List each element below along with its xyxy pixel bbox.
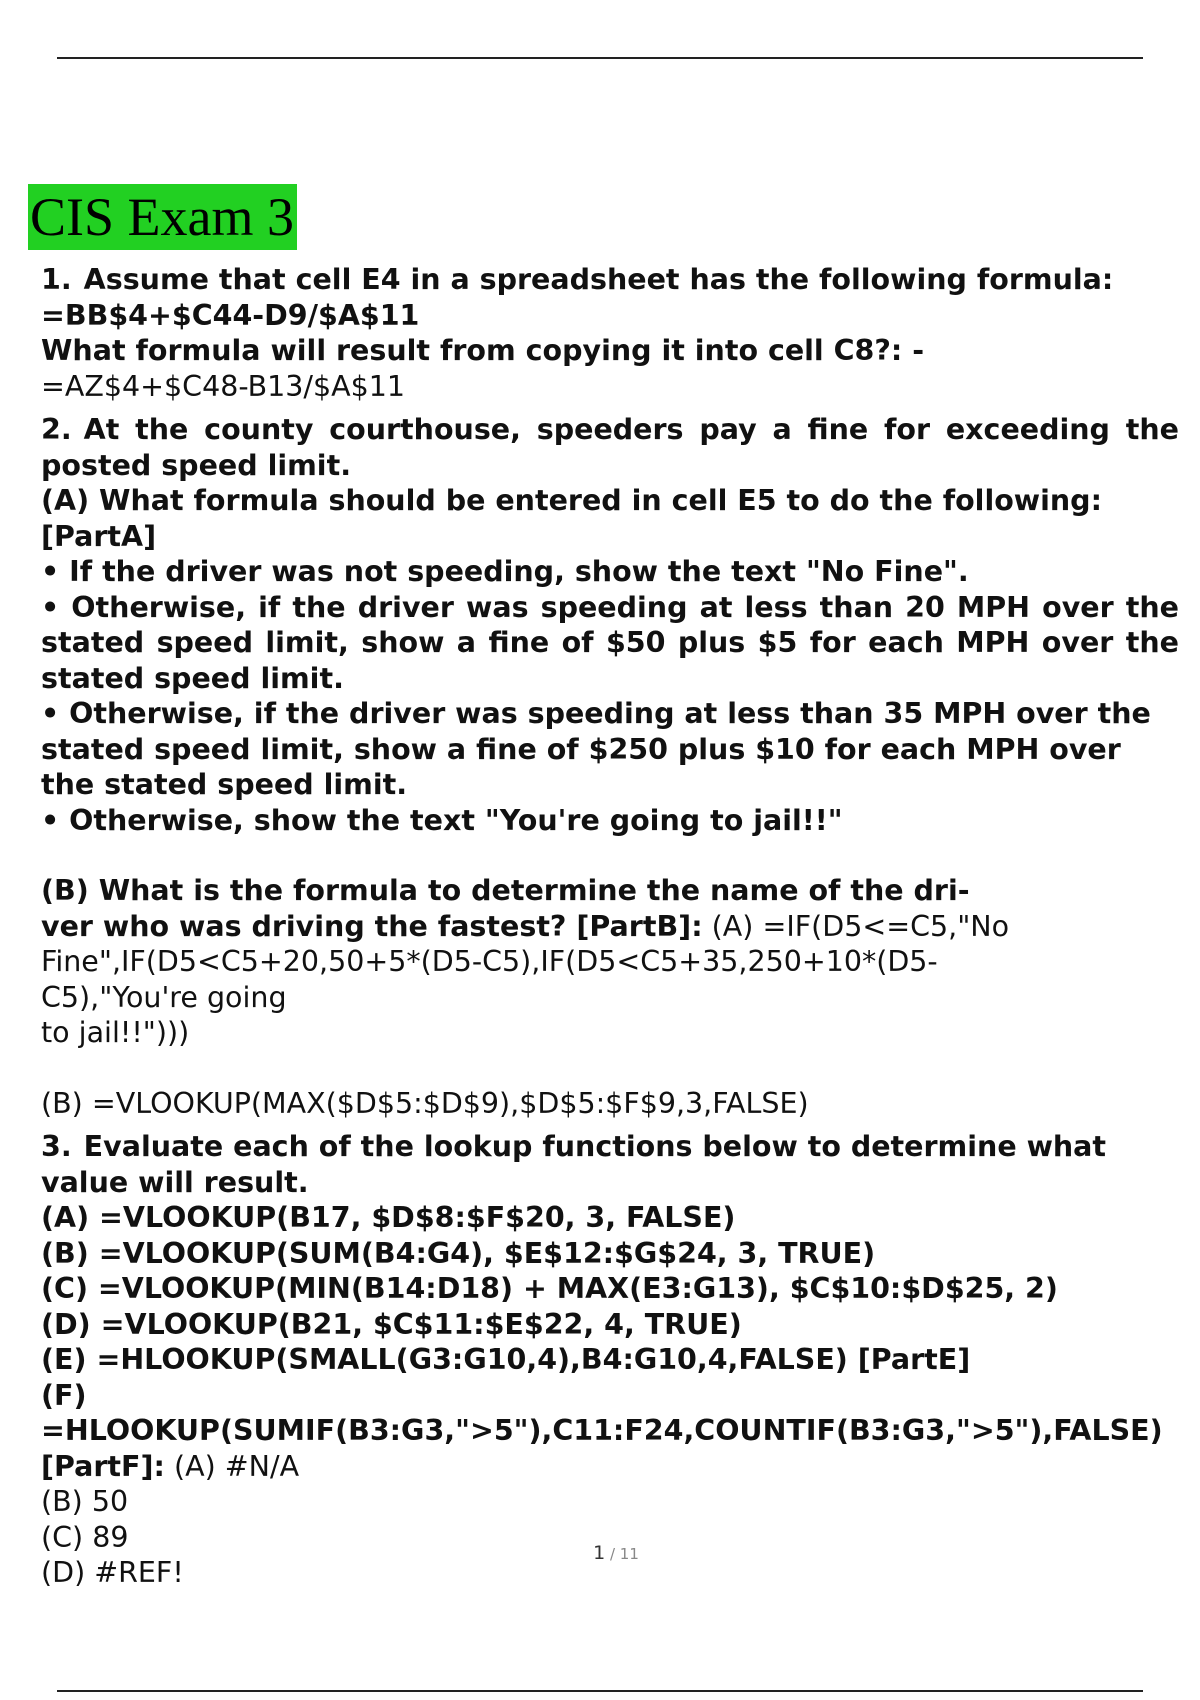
q2-bullet-3: • Otherwise, if the driver was speeding at less than 35 MPH over the stated speed limit, show a fine of $250 plus $10 for each MPH over the stated speed limit. (41, 697, 1151, 801)
q2-bullet-2: • Otherwise, if the driver was speeding at less than 20 MPH over the stated speed limit, show a fine of $50 plus $5 for each MPH over the stated speed limit. (41, 590, 1179, 695)
q3-number: 3. (41, 1130, 72, 1163)
bottom-rule (57, 1690, 1143, 1692)
q3-item-c: (C) =VLOOKUP(MIN(B14:D18) + MAX(E3:G13), $C$10:$D$25, 2) (41, 1272, 1058, 1305)
q3-item-f: (F) =HLOOKUP(SUMIF(B3:G3,">5"),C11:F24,COUNTIF(B3:G3,">5"),FALSE) (41, 1378, 1163, 1447)
q1-line3: What formula will result from copying it into cell C8?: - (41, 334, 925, 367)
q2-answerB: (B) =VLOOKUP(MAX($D$5:$D$9),$D$5:$F$9,3,FALSE) (41, 1086, 809, 1120)
q1-answer: =AZ$4+$C48-B13/$A$11 (41, 369, 406, 403)
q3-item-e: (E) =HLOOKUP(SMALL(G3:G10,4),B4:G10,4,FALSE) [PartE] (41, 1343, 971, 1376)
q1-number: 1. (41, 263, 72, 296)
q2-partA: (A) What formula should be entered in cell E5 to do the following: [PartA] (41, 484, 1102, 553)
q2-answerA-line3: C5),"You're going (41, 980, 287, 1014)
q2-intro: 2. At the county courthouse, speeders pay a fine for exceeding the posted speed limit. (41, 413, 1179, 482)
q3-answer-d: (D) #REF! (41, 1556, 184, 1589)
q3-partF: [PartF]: (A) #N/A (41, 1449, 300, 1483)
q3-intro: 3. Evaluate each of the lookup functions below to determine what value will result. (41, 1130, 1107, 1199)
document-title: CIS Exam 3 (28, 184, 297, 250)
q2-bullet-1: • If the driver was not speeding, show the text "No Fine". (41, 555, 969, 588)
q2-answerA-line4: to jail!!"))) (41, 1016, 190, 1049)
q3-item-d: (D) =VLOOKUP(B21, $C$11:$E$22, 4, TRUE) (41, 1307, 742, 1341)
q2-bullet-4: • Otherwise, show the text "You're going to jail!!" (41, 803, 843, 837)
top-rule (57, 57, 1143, 59)
document-body (41, 262, 1179, 1591)
q2-answerA-line2: Fine",IF(D5<C5+20,50+5*(D5-C5),IF(D5<C5+35,250+10*(D5- (41, 945, 938, 978)
q2-partB-line2: ver who was driving the fastest? [PartB]: (A) =IF(D5<=C5,"No (41, 909, 1010, 943)
page-number: 1 / 11 (593, 1542, 639, 1564)
q3-item-b: (B) =VLOOKUP(SUM(B4:G4), $E$12:$G$24, 3, TRUE) (41, 1236, 876, 1270)
q3-answer-b: (B) 50 (41, 1485, 129, 1518)
q1-line1: 1. Assume that cell E4 in a spreadsheet has the following formula: (41, 263, 1114, 296)
q1-line2: =BB$4+$C44-D9/$A$11 (41, 298, 420, 332)
q3-item-a: (A) =VLOOKUP(B17, $D$8:$F$20, 3, FALSE) (41, 1201, 736, 1234)
q2-partB-line1: (B) What is the formula to determine the name of the dri- (41, 874, 970, 907)
q3-answer-c: (C) 89 (41, 1520, 129, 1554)
q2-number: 2. (41, 413, 72, 446)
